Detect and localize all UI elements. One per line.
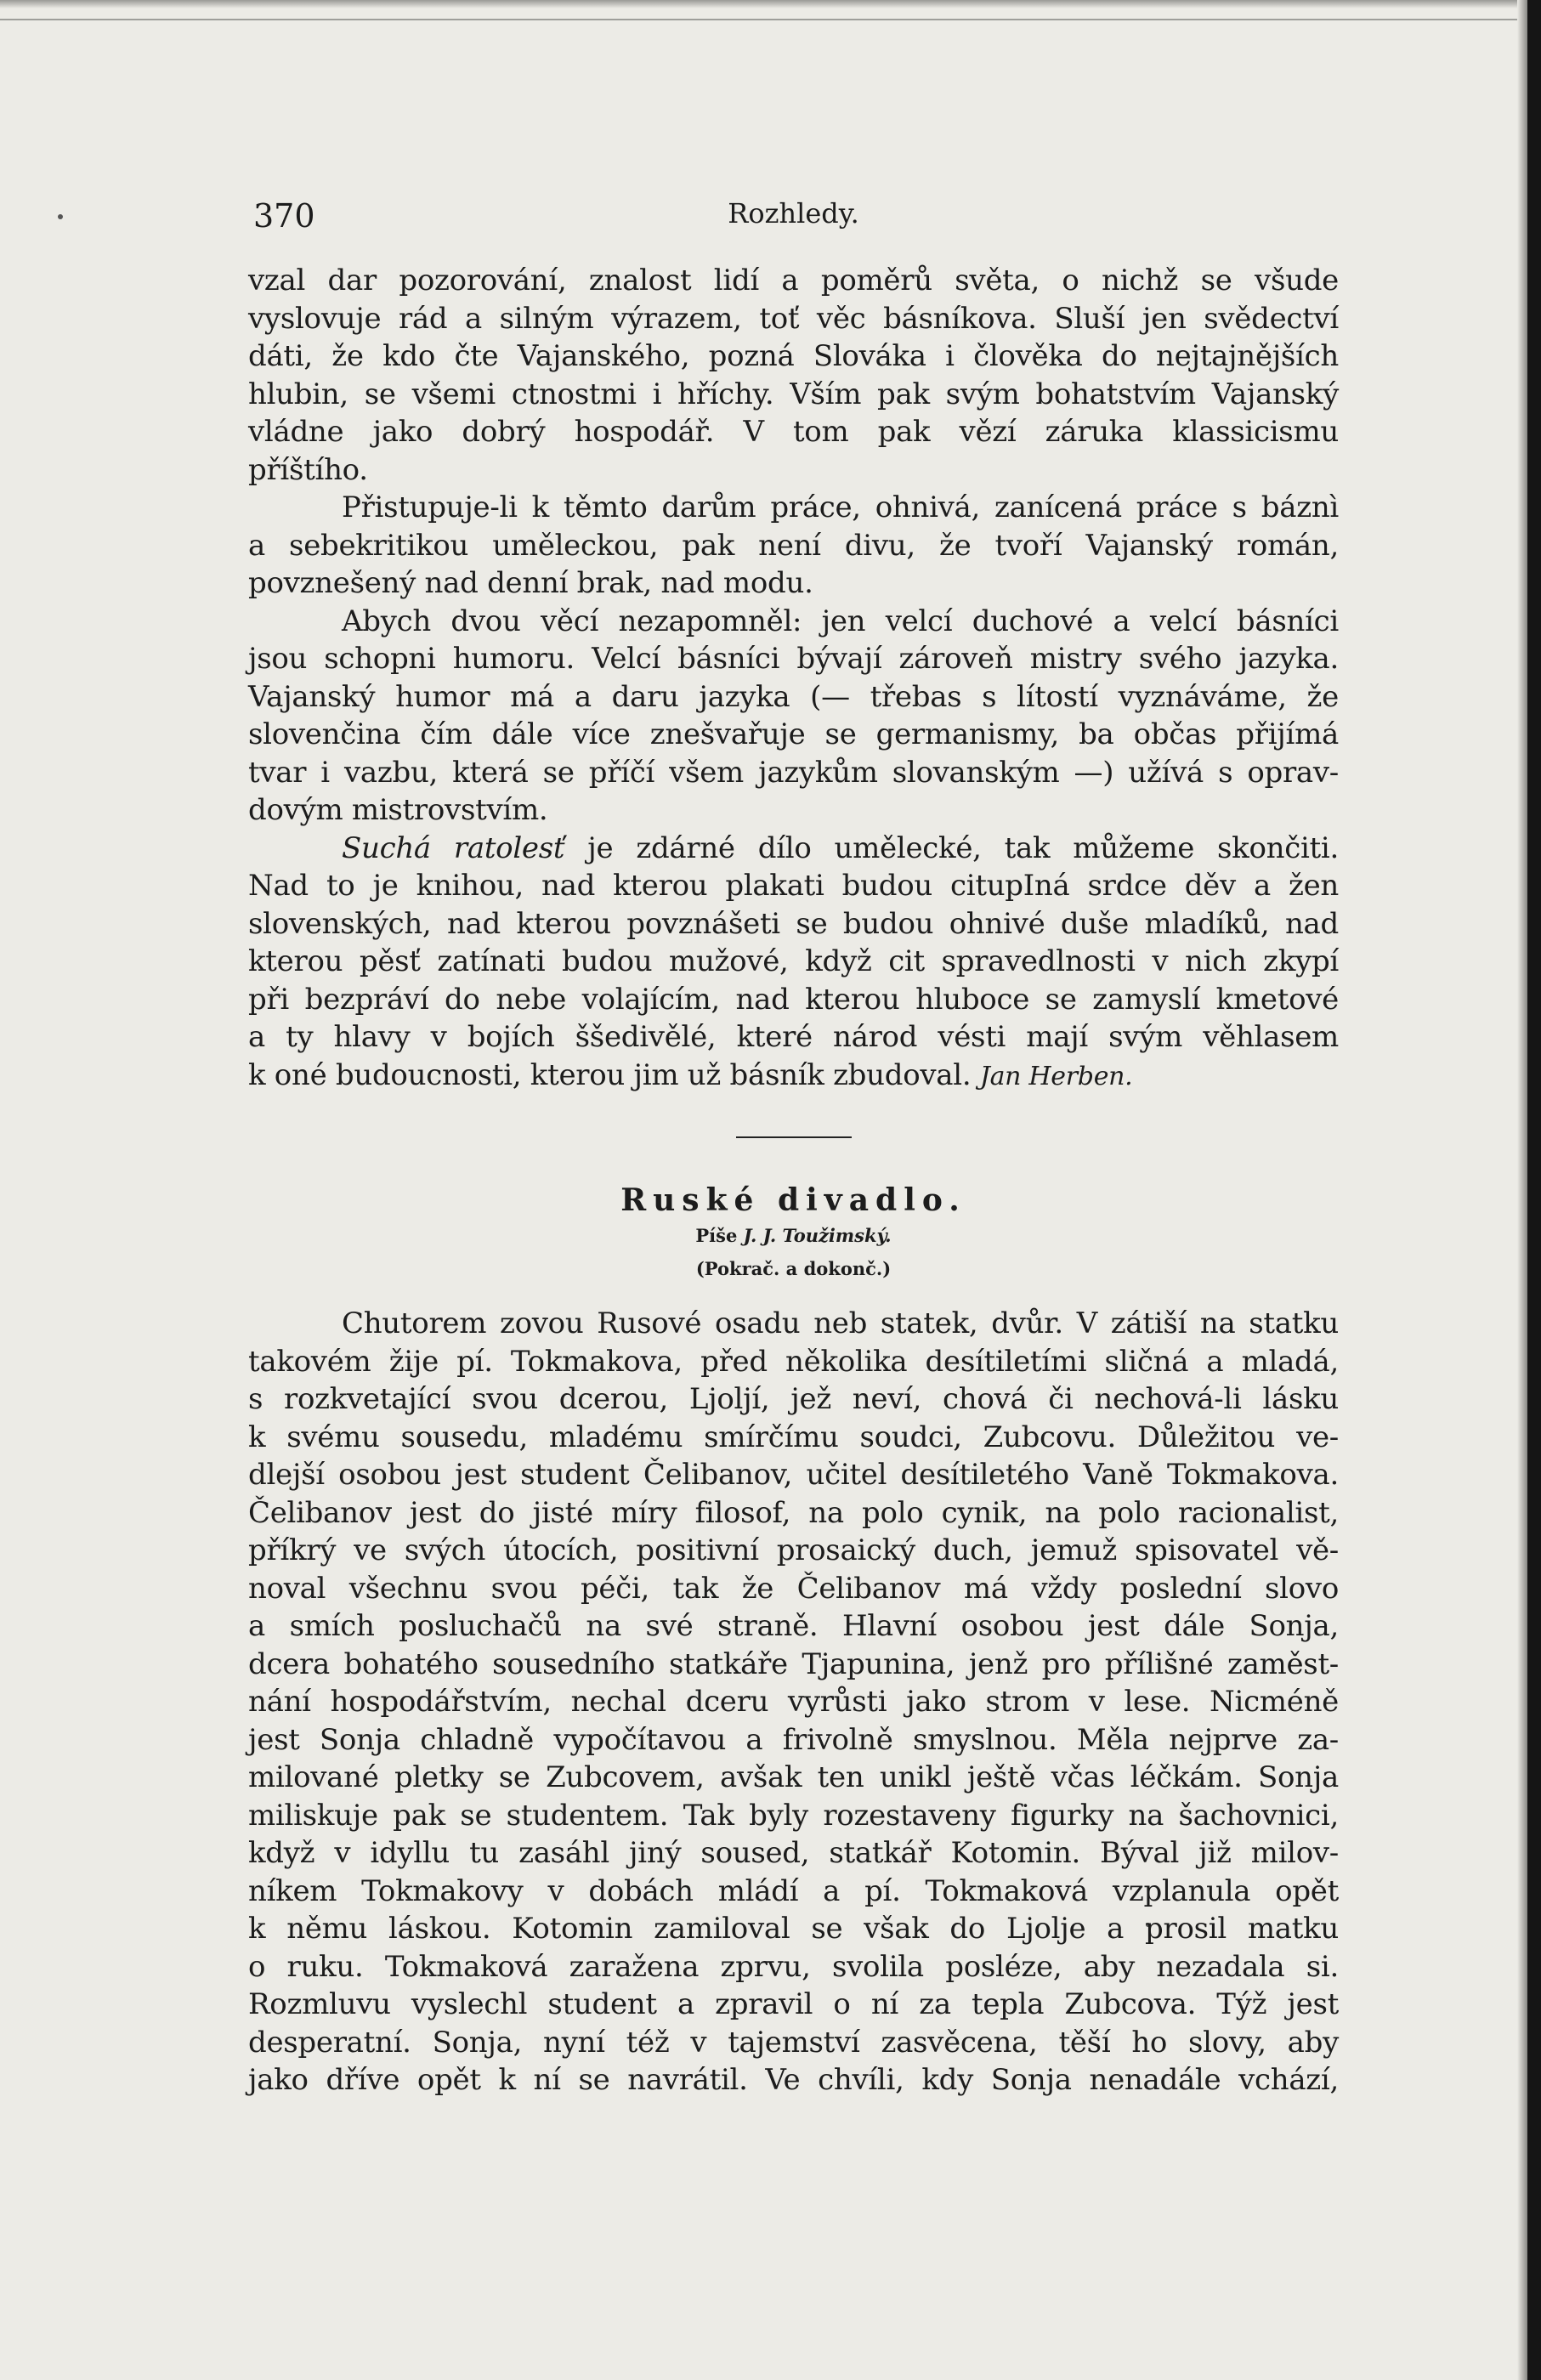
scan-right-edge [1527, 0, 1541, 2380]
text-line: Vajanský humor má a daru jazyka (— třebas s lítostí vyznáváme, že [248, 679, 1339, 714]
text-line: a smích posluchačů na své straně. Hlavní osobou jest dále Sonja, [248, 1609, 1339, 1643]
scan-top-line [0, 19, 1521, 20]
scan-speck [58, 214, 63, 219]
book-title: Suchá ratolesť [342, 830, 565, 865]
text-line: Chutorem zovou Rusové osadu neb statek, dvůr. V zátiší na statku [342, 1306, 1339, 1340]
byline-prefix: Píše [695, 1225, 738, 1246]
continuation-note: (Pokrač. a dokonč.) [695, 1258, 892, 1279]
scan-right-shadow [1517, 0, 1527, 2380]
text-line: dáti, že kdo čte Vajanského, pozná Slováka i člověka do nejtajnějších [248, 339, 1339, 373]
text-line: dovým mistrovstvím. [248, 793, 548, 827]
text-line: jako dříve opět k ní se navrátil. Ve chvíli, kdy Sonja nenadále vchází, [248, 2063, 1339, 2097]
running-head [248, 197, 1339, 248]
text-line [248, 830, 1339, 868]
text-line: jsou schopni humoru. Velcí básníci bývají zároveň mistry svého jazyka. [248, 642, 1339, 676]
text-line: příkrý ve svých útocích, positivní prosaický duch, jemuž spisovatel vě- [248, 1533, 1339, 1567]
text-line: a ty hlavy v bojích ššedivělé, které národ vésti mají svým věhlasem [248, 1020, 1339, 1054]
text-line: milované pletky se Zubcovem, avšak ten unikl ještě včas léčkám. Sonja [248, 1760, 1339, 1794]
signature: Jan Herben. [979, 1061, 1133, 1091]
text-line: níkem Tokmakovy v dobách mládí a pí. Tokmaková vzplanula opět [248, 1873, 1339, 1908]
text-line: desperatní. Sonja, nyní též v tajemství zasvěcena, těší ho slovy, aby [248, 2025, 1339, 2060]
text-line: o ruku. Tokmaková zaražena zprvu, svolila posléze, aby nezadala si. [248, 1949, 1339, 1984]
text-fragment: k oné budoucnosti, kterou jim už básník zbudoval. [248, 1057, 972, 1092]
text-line: takovém žije pí. Tokmakova, před několika desítiletími sličná a mladá, [248, 1344, 1339, 1379]
article-title: Ruské divadlo. [620, 1182, 966, 1218]
text-line: miliskuje pak se studentem. Tak byly rozestaveny figurky na šachovnici, [248, 1798, 1339, 1833]
text-line: příštího. [248, 452, 368, 487]
review-text [248, 262, 1339, 1096]
text-line: a sebekritikou uměleckou, pak není divu, že tvoří Vajanský román, [248, 528, 1339, 563]
scan-top-edge [0, 0, 1541, 8]
section-divider [736, 1136, 852, 1138]
paragraph [248, 1305, 1339, 2100]
text-line: s rozkvetající svou dcerou, Ljoljí, jež neví, chová či nechová-li lásku [248, 1382, 1339, 1416]
book-page [248, 197, 1339, 2100]
text-line: povznešený nad denní brak, nad modu. [248, 566, 813, 600]
text-line [248, 1057, 1339, 1096]
running-title: Rozhledy. [728, 197, 859, 230]
page-number: 370 [253, 197, 315, 235]
text-line: kterou pěsť zatínati budou mužové, když cit spravedlnosti v nich zkypí [248, 944, 1339, 978]
text-line: Rozmluvu vyslechl student a zpravil o ní za tepla Zubcova. Týž jest [248, 1987, 1339, 2021]
text-line: když v idyllu tu zasáhl jiný soused, statkář Kotomin. Býval již milov- [248, 1836, 1339, 1870]
text-line: slovenských, nad kterou povznášeti se budou ohnivé duše mladíků, nad [248, 906, 1339, 941]
text-line: při bezpráví do nebe volajícím, nad kterou hluboce se zamyslí kmetové [248, 982, 1339, 1017]
text-line: Nad to je knihou, nad kterou plakati budou citupIná srdce děv a žen [248, 869, 1339, 903]
text-line: slovenčina čím dále více znešvařuje se germanismy, ba občas přijímá [248, 717, 1339, 751]
text-line: vyslovuje rád a silným výrazem, toť věc básníkova. Sluší jen svědectví [248, 301, 1339, 336]
text-line: dcera bohatého sousedního statkáře Tjapunina, jenž pro přílišné zaměst- [248, 1646, 1339, 1681]
paragraph [248, 489, 1339, 603]
paragraph [248, 262, 1339, 489]
text-line: Čelibanov jest do jisté míry filosof, na polo cynik, na polo racionalist, [248, 1495, 1339, 1530]
text-line: k svému sousedu, mladému smírčímu soudci, Zubcovu. Důležitou ve- [248, 1420, 1339, 1454]
text-line: dlejší osobou jest student Čelibanov, učitel desítiletého Vaně Tokmakova. [248, 1458, 1339, 1492]
text-line: vládne jako dobrý hospodář. V tom pak vězí záruka klassicismu [248, 415, 1339, 449]
text-line: tvar i vazbu, která se příčí všem jazykům slovanským —) užívá s oprav- [248, 755, 1339, 790]
paragraph [248, 603, 1339, 830]
text-line: vzal dar pozorování, znalost lidí a poměrů světa, o nichž se všude [248, 264, 1339, 298]
byline [248, 1225, 1339, 1246]
byline-author: J. J. Toužimský. [743, 1225, 892, 1246]
text-line: noval všechnu svou péči, tak že Čelibanov má vždy poslední slovo [248, 1571, 1339, 1606]
article-text [248, 1305, 1339, 2100]
paragraph [248, 830, 1339, 1096]
text-line: jest Sonja chladně vypočítavou a frivolně smyslnou. Měla nejprve za- [248, 1722, 1339, 1757]
text-fragment: je zdárné dílo umělecké, tak můžeme skončiti. [564, 830, 1339, 865]
text-line: nání hospodářstvím, nechal dceru vyrůsti jako strom v lese. Nicméně [248, 1685, 1339, 1719]
text-line: Abych dvou věcí nezapomněl: jen velcí duchové a velcí básníci [342, 604, 1339, 638]
text-line: Přistupuje-li k těmto darům práce, ohnivá, zanícená práce s báznì [342, 490, 1339, 524]
text-line: hlubin, se všemi ctnostmi i hříchy. Vším pak svým bohatstvím Vajanský [248, 377, 1339, 411]
text-line: k němu láskou. Kotomin zamiloval se však do Ljolje a prosil matku [248, 1912, 1339, 1946]
